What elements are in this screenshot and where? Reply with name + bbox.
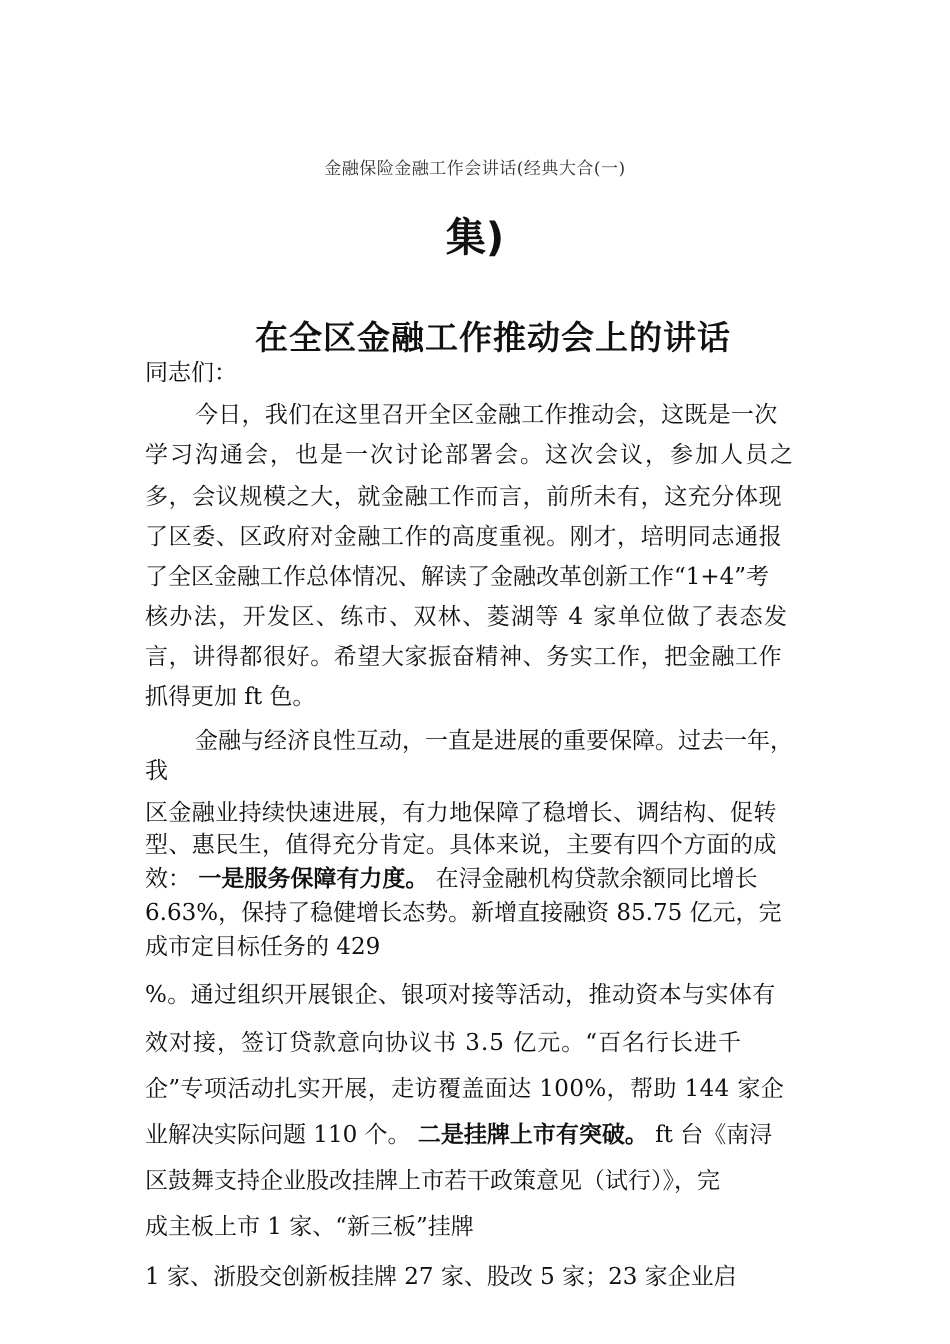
line-text: 在浔金融机构贷款余额同比增长	[435, 866, 758, 892]
paragraph-line: 言，讲得都很好。希望大家振奋精神、务实工作，把金融工作	[145, 644, 783, 670]
paragraph-line: 区金融业持续快速进展，有力地保障了稳增长、调结构、促转	[145, 800, 777, 826]
paragraph-line: 成主板上市 1 家、“新三板”挂牌	[145, 1214, 474, 1240]
paragraph-line: 6.63%，保持了稳健增长态势。新增直接融资 85.75 亿元，完	[145, 900, 782, 926]
paragraph-line: 了区委、区政府对金融工作的高度重视。刚才，培明同志通报	[145, 524, 783, 550]
paragraph-line: 企”专项活动扎实开展，走访覆盖面达 100%，帮助 144 家企	[145, 1076, 785, 1102]
paragraph-line: 今日，我们在这里召开全区金融工作推动会，这既是一次	[195, 402, 778, 428]
line-text: 效：	[145, 866, 191, 892]
line-text: 业解决实际问题 110 个。	[145, 1122, 411, 1148]
paragraph-line	[145, 1120, 772, 1150]
document-header-continuation: 集)	[445, 215, 505, 261]
paragraph-line: %。通过组织开展银企、银项对接等活动，推动资本与实体有	[145, 982, 776, 1008]
bold-heading: 一是服务保障有力度。	[198, 866, 429, 892]
document-header: 金融保险金融工作会讲话(经典大合(一)	[324, 159, 626, 179]
salutation: 同志们：	[145, 360, 237, 386]
paragraph-line: 成市定目标任务的 429	[145, 934, 381, 960]
paragraph-line: 效对接，签订贷款意向协议书 3.5 亿元。“百名行长进千	[145, 1030, 742, 1056]
speech-title: 在全区金融工作推动会上的讲话	[255, 318, 731, 357]
paragraph-line: 了全区金融工作总体情况、解读了金融改革创新工作“1+4”考	[145, 564, 770, 590]
line-text: ft 台《南浔	[655, 1122, 773, 1148]
paragraph-line: 学习沟通会，也是一次讨论部署会。这次会议，参加人员之	[145, 442, 795, 468]
paragraph-line	[145, 864, 758, 894]
paragraph-line: 核办法，开发区、练市、双林、菱湖等 4 家单位做了表态发	[145, 604, 789, 630]
paragraph-line: 我	[145, 758, 168, 784]
paragraph-line: 金融与经济良性互动，一直是进展的重要保障。过去一年，	[195, 728, 793, 754]
paragraph-line: 区鼓舞支持企业股改挂牌上市若干政策意见（试行）》，完	[145, 1168, 720, 1194]
bold-heading: 二是挂牌上市有突破。	[417, 1122, 648, 1148]
paragraph-line: 多，会议规模之大，就金融工作而言，前所未有，这充分体现	[145, 484, 783, 510]
paragraph-line: 1 家、浙股交创新板挂牌 27 家、股改 5 家；23 家企业启	[145, 1264, 737, 1290]
paragraph-line: 型、惠民生，值得充分肯定。具体来说，主要有四个方面的成	[145, 832, 777, 858]
paragraph-line: 抓得更加 ft 色。	[145, 684, 316, 710]
